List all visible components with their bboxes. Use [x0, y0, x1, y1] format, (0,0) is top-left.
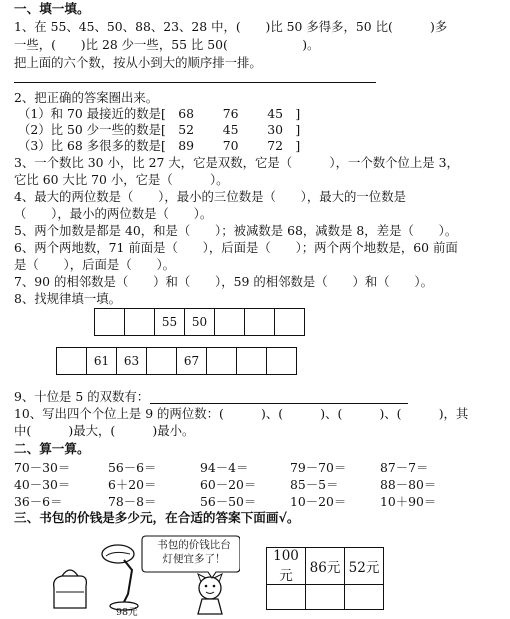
q10-line2: 中( )最大，( )最小。: [14, 423, 195, 438]
q7-line: 7、90 的相邻数是（ ）和（ ），59 的相邻数是（ ）和（ ）。: [14, 274, 434, 289]
q9-answer-line[interactable]: [150, 403, 408, 404]
desk-lamp-icon: [102, 545, 138, 610]
q4-line2: （ ），最小的两位数是（ ）。: [14, 206, 213, 221]
calc-item: 40－30＝: [14, 477, 71, 492]
speech-bubble-text: [146, 538, 242, 566]
seq1-cell-4[interactable]: [214, 308, 245, 336]
seq2-cell-7[interactable]: [266, 347, 297, 375]
q3-line1: 3、一个数比 30 小，比 27 大，它是双数，它是（ ），一个数个位上是 3，: [14, 155, 459, 170]
calc-item: 56－50＝: [200, 494, 257, 509]
seq1-cell-2: 55: [154, 308, 185, 336]
seq2-cell-3[interactable]: [146, 347, 177, 375]
lamp-price-label: 98元: [116, 607, 138, 618]
q9-line: 9、十位是 5 的双数有：: [14, 389, 150, 404]
answer-cell-52[interactable]: [345, 585, 384, 610]
calc-item: 10－20＝: [290, 494, 347, 509]
q8-line: 8、找规律填一填。: [14, 291, 122, 306]
calc-item: 78－8＝: [108, 494, 157, 509]
price-option-86: 86元: [306, 548, 345, 585]
section1-heading: 一、填一填。: [14, 1, 90, 16]
answer-cell-86[interactable]: [306, 585, 345, 610]
bubble-line-1: 书包的价钱比台: [157, 539, 231, 551]
calc-item: 10＋90＝: [380, 494, 437, 509]
q6-line1: 6、两个两地数，71 前面是（ ），后面是（ ）；两个两个地数是，60 前面: [14, 240, 458, 255]
q2-option2[interactable]: （2）比 50 少一些的数是[ 52 45 30 ]: [18, 122, 301, 137]
calc-item: 88－80＝: [380, 477, 437, 492]
q4-line1: 4、最大的两位数是（ ），最小的三位数是（ ），最大的一位数是: [14, 189, 406, 204]
price-option-100: 100元: [267, 548, 306, 585]
q6-line2: 是（ ），后面是（ ）。: [14, 257, 176, 272]
seq1-cell-0[interactable]: [94, 308, 125, 336]
calc-item: 79－70＝: [290, 460, 347, 475]
seq2-cell-2: 63: [116, 347, 147, 375]
calc-item: 6＋20＝: [108, 477, 157, 492]
calc-item: 85－5＝: [290, 477, 339, 492]
school-bag-icon: [54, 570, 87, 608]
bubble-line-2: 灯便宜多了！: [162, 553, 226, 565]
seq2-cell-1: 61: [86, 347, 117, 375]
seq2-cell-5[interactable]: [206, 347, 237, 375]
calc-item: 70－30＝: [14, 460, 71, 475]
price-option-52: 52元: [345, 548, 384, 585]
q2-option1[interactable]: （1）和 70 最接近的数是[ 68 76 45 ]: [18, 106, 301, 121]
q2-line: 2、把正确的答案圈出来。: [14, 90, 159, 105]
q1-line3: 把上面的六个数，按从小到大的顺序排一排。: [14, 55, 262, 70]
section3-heading: 三、书包的价钱是多少元，在合适的答案下面画√。: [14, 510, 300, 525]
girl-icon: [198, 574, 222, 614]
q2-option3[interactable]: （3）比 68 多很多的数是[ 89 70 72 ]: [18, 138, 301, 153]
section2-heading: 二、算一算。: [14, 441, 90, 456]
seq1-cell-5[interactable]: [244, 308, 275, 336]
seq2-cell-6[interactable]: [236, 347, 267, 375]
calc-item: 94－4＝: [200, 460, 249, 475]
calc-item: 60－20＝: [200, 477, 257, 492]
seq2-cell-0[interactable]: [56, 347, 87, 375]
calc-item: 56－6＝: [108, 460, 157, 475]
price-options-table: [266, 547, 384, 610]
calc-item: 87－7＝: [380, 460, 429, 475]
q10-line1: 10、写出四个个位上是 9 的两位数：( )、( )、( )、( )，其: [14, 406, 469, 421]
seq2-cell-4: 67: [176, 347, 207, 375]
q3-line2: 它比 60 大比 70 小，它是（ ）。: [14, 172, 229, 187]
calc-item: 36－6＝: [14, 494, 63, 509]
seq1-cell-6[interactable]: [274, 308, 305, 336]
q1-line1: 1、在 55、45、50、88、23、28 中，( )比 50 多得多，50 比( )多: [14, 19, 448, 34]
seq1-cell-3: 50: [184, 308, 215, 336]
answer-cell-100[interactable]: [267, 585, 306, 610]
q1-line2: 一些，( )比 28 少一些，55 比 50( )。: [14, 37, 320, 52]
q5-line: 5、两个加数是都是 40，和是（ ）；被减数是 68，减数是 8，差是（ ）。: [14, 223, 458, 238]
seq1-cell-1[interactable]: [124, 308, 155, 336]
q1-answer-line[interactable]: [14, 82, 376, 83]
